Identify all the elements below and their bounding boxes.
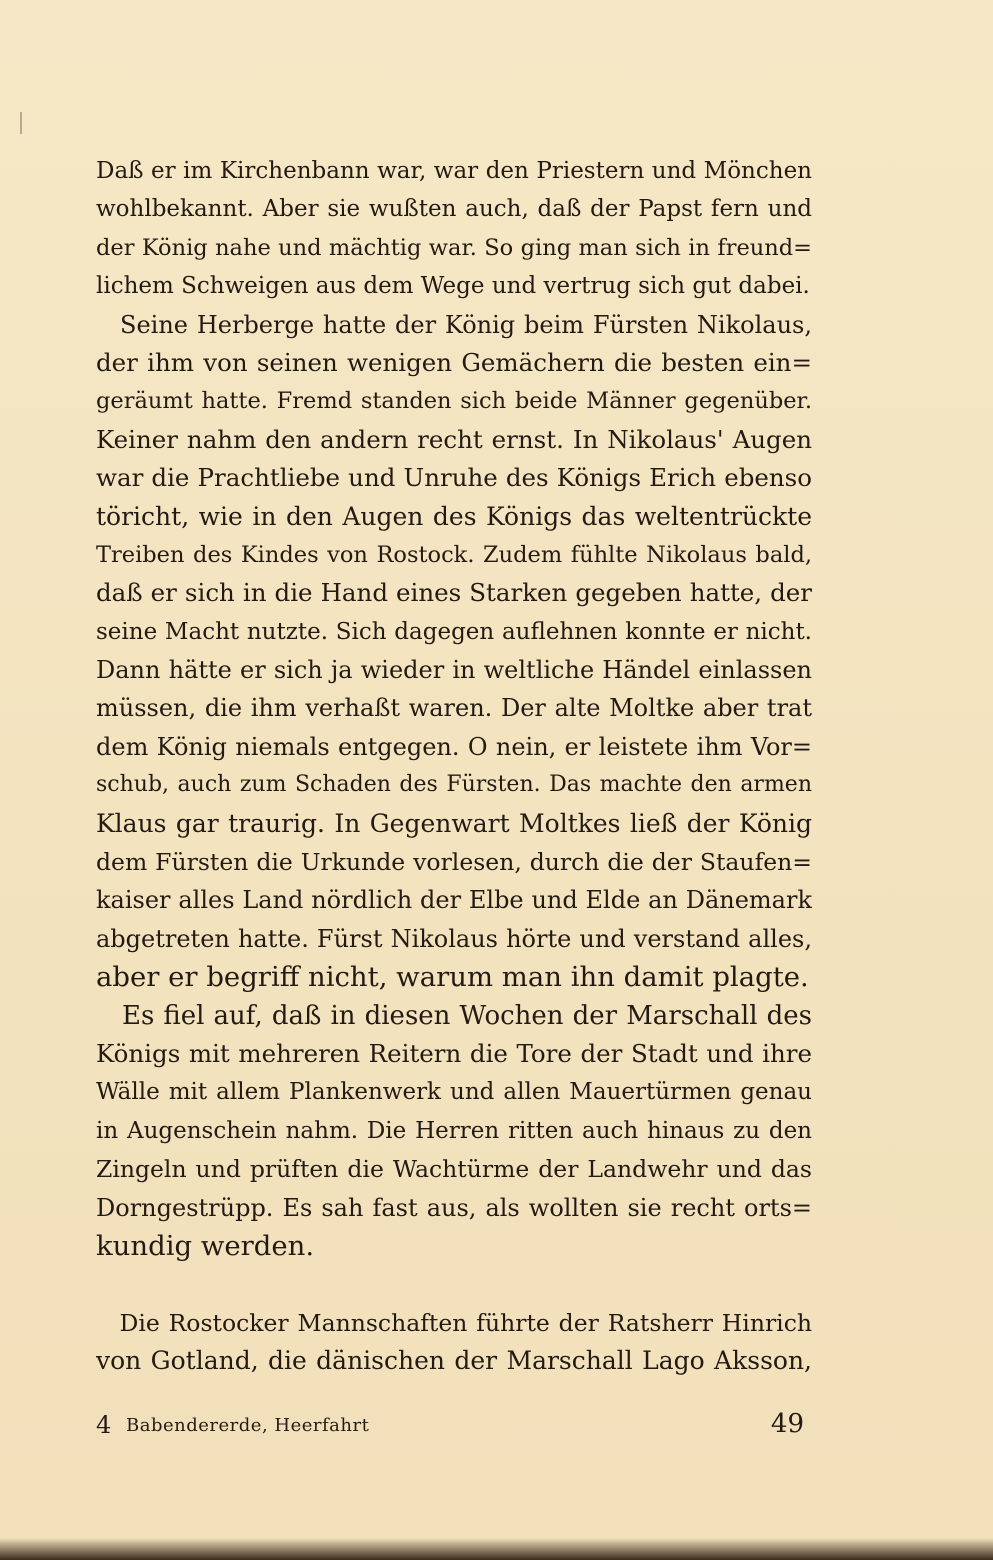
text-line: daß er sich in die Hand eines Starken gegeben hatte, der xyxy=(96,578,812,608)
margin-mark xyxy=(20,112,22,134)
text-line: dem König niemals entgegen. O nein, er leistete ihm Vor= xyxy=(96,732,812,761)
page-bottom-edge xyxy=(0,1538,993,1560)
text-line: Treiben des Kindes von Rostock. Zudem fühlte Nikolaus bald, xyxy=(96,541,812,568)
signature-number: 4 xyxy=(96,1411,112,1439)
text-line: Dann hätte er sich ja wieder in weltliche Händel einlassen xyxy=(96,656,812,685)
text-line: lichem Schweigen aus dem Wege und vertrug sich gut dabei. xyxy=(96,273,810,300)
text-line: von Gotland, die dänischen der Marschall Lago Aksson, xyxy=(96,1346,812,1376)
signature-title: Babendererde, Heerfahrt xyxy=(126,1415,370,1436)
paragraph-block-continued xyxy=(96,1304,812,1381)
text-line: töricht, wie in den Augen des Königs das weltentrückte xyxy=(96,501,812,531)
text-line: Es fiel auf, daß in diesen Wochen der Marschall des xyxy=(96,1000,812,1031)
text-line: Zingeln und prüften die Wachtürme der Landwehr und das xyxy=(96,1155,812,1184)
text-line: war die Prachtliebe und Unruhe des Königs Erich ebenso xyxy=(96,463,812,493)
text-line: in Augenschein nahm. Die Herren ritten auch hinaus zu den xyxy=(96,1117,812,1144)
text-line: abgetreten hatte. Fürst Nikolaus hörte und verstand alles, xyxy=(96,924,812,953)
text-line: kaiser alles Land nördlich der Elbe und Elde an Dänemark xyxy=(96,886,812,915)
paragraph-block-main xyxy=(96,152,812,1265)
page-footer xyxy=(96,1405,812,1441)
body-text xyxy=(96,152,812,1381)
text-line: geräumt hatte. Fremd standen sich beide Männer gegenüber. xyxy=(96,388,812,415)
text-line: Klaus gar traurig. In Gegenwart Moltkes ließ der König xyxy=(96,808,812,838)
page-number: 49 xyxy=(770,1409,804,1439)
text-line: aber er begriff nicht, warum man ihn damit plagte. xyxy=(96,961,809,994)
text-line: kundig werden. xyxy=(96,1229,315,1262)
text-line: Keiner nahm den andern recht ernst. In Nikolaus' Augen xyxy=(96,424,812,454)
text-line: Wälle mit allem Plankenwerk und allen Mauertürmen genau xyxy=(96,1079,812,1106)
text-line: Die Rostocker Mannschaften führte der Ratsherr Hinrich xyxy=(96,1308,812,1337)
text-line: Dorngestrüpp. Es sah fast aus, als wollten sie recht orts= xyxy=(96,1193,812,1222)
text-line: Seine Herberge hatte der König beim Fürsten Nikolaus, xyxy=(96,310,812,339)
text-line: schub, auch zum Schaden des Fürsten. Das machte den armen xyxy=(96,772,812,798)
text-line: wohlbekannt. Aber sie wußten auch, daß der Papst fern und xyxy=(96,196,812,223)
text-line: dem Fürsten die Urkunde vorlesen, durch die der Staufen= xyxy=(96,848,812,877)
text-line: der ihm von seinen wenigen Gemächern die besten ein= xyxy=(96,347,812,377)
section-gap xyxy=(96,1265,812,1303)
text-line: Königs mit mehreren Reitern die Tore der Stadt und ihre xyxy=(96,1038,812,1068)
text-line: müssen, die ihm verhaßt waren. Der alte Moltke aber trat xyxy=(96,694,812,723)
text-line: Daß er im Kirchenbann war, war den Priestern und Mönchen xyxy=(96,158,812,184)
text-line: seine Macht nutzte. Sich dagegen auflehnen konnte er nicht. xyxy=(96,618,812,645)
text-line: der König nahe und mächtig war. So ging man sich in freund= xyxy=(96,234,812,261)
